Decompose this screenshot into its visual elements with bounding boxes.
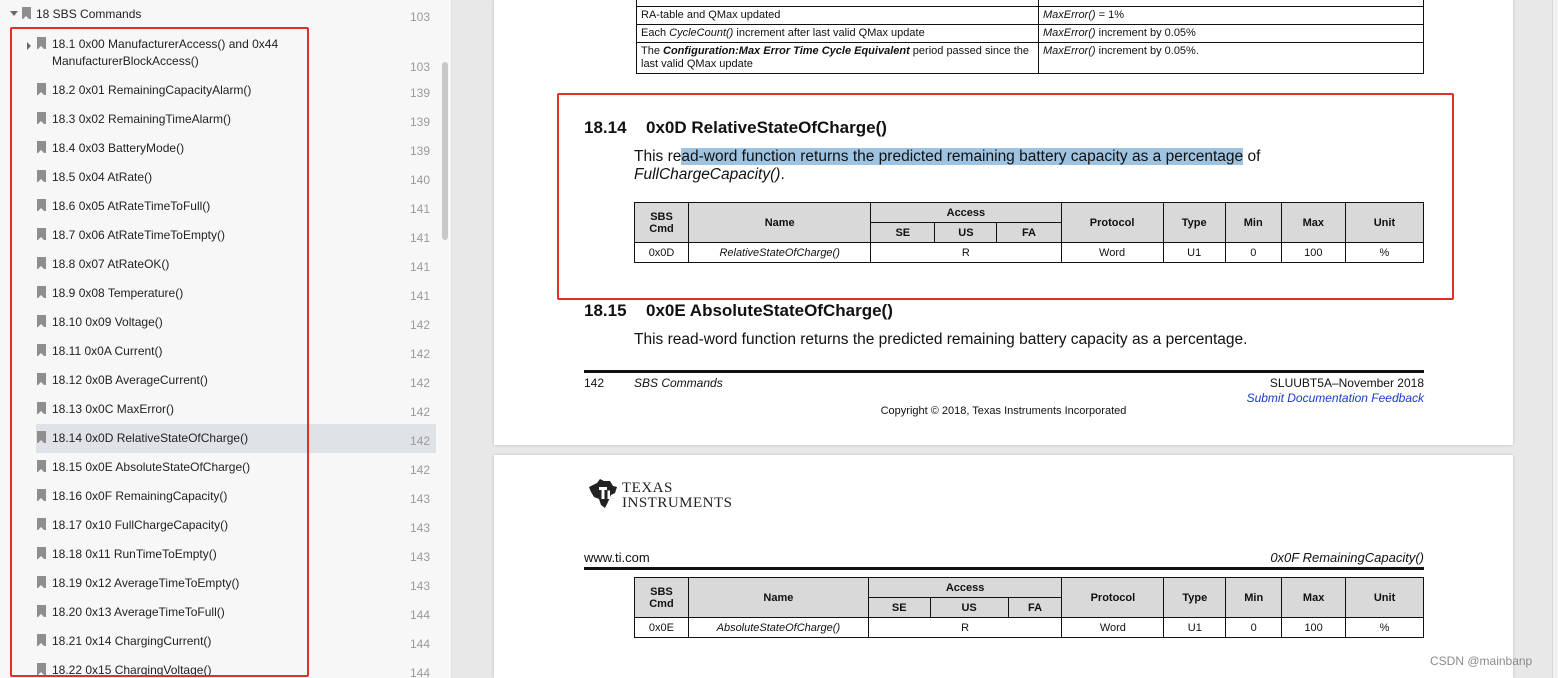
bookmark-page-number: 141 xyxy=(409,231,430,245)
table-cell: R xyxy=(868,618,1062,638)
table-row xyxy=(637,24,1424,42)
bookmark-page-number: 143 xyxy=(409,579,430,593)
bookmarks-panel xyxy=(0,0,452,678)
bookmark-label: 18.5 0x04 AtRate() xyxy=(52,170,153,184)
bookmark-page-number: 103 xyxy=(409,10,430,24)
annotation-highlight-box xyxy=(10,27,309,677)
table-cell-func: MaxError() xyxy=(1043,44,1096,57)
bookmark-page-number: 141 xyxy=(409,202,430,216)
table-cell: 0x0E xyxy=(635,618,689,638)
bookmark-label: 18.4 0x03 BatteryMode() xyxy=(52,141,185,155)
table-cell-text: = 1% xyxy=(1095,8,1124,21)
section-number: 18.14 xyxy=(584,118,627,137)
col-header: FA xyxy=(1008,598,1062,618)
bookmark-page-number: 142 xyxy=(409,347,430,361)
bookmark-label: 18 SBS Commands xyxy=(36,7,142,21)
bookmark-label: 18.9 0x08 Temperature() xyxy=(52,286,184,300)
table-cell xyxy=(1039,6,1424,24)
bookmark-page-number: 143 xyxy=(409,492,430,506)
bookmark-label: 18.13 0x0C MaxError() xyxy=(52,402,175,416)
table-cell: U1 xyxy=(1163,243,1225,263)
table-cell: % xyxy=(1345,243,1423,263)
col-header: Min xyxy=(1226,578,1282,618)
bookmark-label: 18.20 0x13 AverageTimeToFull() xyxy=(52,605,225,619)
bookmark-icon xyxy=(22,7,31,19)
table-cell-func: MaxError() xyxy=(1043,26,1096,39)
bookmark-label: 18.17 0x10 FullChargeCapacity() xyxy=(52,518,229,532)
section-title: 0x0D RelativeStateOfCharge() xyxy=(646,118,887,137)
col-header: SE xyxy=(868,598,930,618)
bookmark-label: 18.11 0x0A Current() xyxy=(52,344,163,358)
table-row xyxy=(637,6,1424,24)
bookmark-page-number: 143 xyxy=(409,550,430,564)
bookmark-label: 18.3 0x02 RemainingTimeAlarm() xyxy=(52,112,231,126)
table-cell: R xyxy=(871,243,1061,263)
col-header: Min xyxy=(1225,203,1281,243)
bookmark-page-number: 143 xyxy=(409,521,430,535)
header-rule xyxy=(584,567,1424,570)
bookmark-page-number: 142 xyxy=(409,376,430,390)
col-header: US xyxy=(935,223,997,243)
table-cell-text: increment by 0.05% xyxy=(1095,26,1196,39)
table-cell: 100 xyxy=(1282,618,1346,638)
bookmark-label: 18.16 0x0F RemainingCapacity() xyxy=(52,489,228,503)
watermark: CSDN @mainbanp xyxy=(1430,654,1533,668)
section-number: 18.15 xyxy=(584,301,627,320)
col-header: SBS Cmd xyxy=(635,203,689,243)
collapse-arrow-icon[interactable] xyxy=(10,11,18,16)
table-header-row xyxy=(635,578,1424,598)
table-cell-func: MaxError() xyxy=(1043,8,1096,21)
table-cell: 100 xyxy=(1281,243,1345,263)
bookmark-label: 18.15 0x0E AbsoluteStateOfCharge() xyxy=(52,460,251,474)
ti-logo-icon xyxy=(586,477,620,511)
document-page xyxy=(494,455,1513,678)
table-cell xyxy=(1039,24,1424,42)
bookmark-item-root[interactable] xyxy=(0,0,440,29)
bookmark-label: 18.12 0x0B AverageCurrent() xyxy=(52,373,208,387)
table-cell-text: increment by 0.05%. xyxy=(1095,44,1199,57)
footer-title: SBS Commands xyxy=(634,376,723,390)
table-row xyxy=(635,618,1424,638)
bookmark-label: 18.7 0x06 AtRateTimeToEmpty() xyxy=(52,228,225,242)
col-header: Name xyxy=(688,578,868,618)
bookmark-page-number: 142 xyxy=(409,434,430,448)
ti-wordmark-line2: INSTRUMENTS xyxy=(622,495,733,511)
table-cell xyxy=(1039,42,1424,73)
table-cell: % xyxy=(1346,618,1424,638)
table-cell-param: Configuration:Max Error Time Cycle Equivalent xyxy=(663,44,910,57)
sidebar-scrollbar[interactable] xyxy=(442,62,448,240)
bookmark-label: 18.19 0x12 AverageTimeToEmpty() xyxy=(52,576,240,590)
col-header: Access xyxy=(871,203,1061,223)
col-header: SBS Cmd xyxy=(635,578,689,618)
header-section: 0x0F RemainingCapacity() xyxy=(1270,550,1424,565)
error-table-fragment xyxy=(636,0,1424,74)
viewer-scrollbar[interactable] xyxy=(1552,0,1558,678)
ti-wordmark-line1: TEXAS xyxy=(622,480,673,496)
bookmark-page-number: 139 xyxy=(409,115,430,129)
table-cell-func: CycleCount() xyxy=(669,26,734,39)
bookmark-page-number: 140 xyxy=(409,173,430,187)
bookmark-page-number: 141 xyxy=(409,260,430,274)
col-header: Unit xyxy=(1345,203,1423,243)
table-cell-text: period passed since the last valid QMax update xyxy=(641,44,1029,70)
table-cell: Word xyxy=(1062,618,1164,638)
footer-doc-id: SLUUBT5A–November 2018 xyxy=(1269,376,1424,390)
table-cell: 0 xyxy=(1226,618,1282,638)
ti-wordmark xyxy=(622,481,733,511)
bookmark-label: 18.22 0x15 ChargingVoltage() xyxy=(52,663,212,677)
body-text: of xyxy=(1243,148,1261,165)
table-cell: AbsoluteStateOfCharge() xyxy=(688,618,868,638)
col-header: Protocol xyxy=(1061,203,1163,243)
bookmark-label: 18.2 0x01 RemainingCapacityAlarm() xyxy=(52,83,252,97)
bookmark-label: 18.21 0x14 ChargingCurrent() xyxy=(52,634,212,648)
bookmark-page-number: 142 xyxy=(409,463,430,477)
footer-copyright: Copyright © 2018, Texas Instruments Incorporated xyxy=(880,405,1127,417)
table-cell-text: The xyxy=(641,44,664,57)
body-text: . xyxy=(780,166,785,183)
table-cell: RelativeStateOfCharge() xyxy=(689,243,871,263)
col-header: Type xyxy=(1163,203,1225,243)
bookmark-label: 18.10 0x09 Voltage() xyxy=(52,315,163,329)
col-header: SE xyxy=(871,223,935,243)
bookmark-page-number: 144 xyxy=(409,666,430,678)
selected-text[interactable]: ad-word function returns the predicted remaining battery capacity as a percentage xyxy=(681,148,1244,165)
col-header: FA xyxy=(997,223,1061,243)
table-cell xyxy=(637,24,1039,42)
bookmark-page-number: 139 xyxy=(409,144,430,158)
header-site: www.ti.com xyxy=(584,550,650,565)
table-cell: RA-table and QMax updated xyxy=(637,6,1039,24)
body-func: FullChargeCapacity() xyxy=(634,166,781,183)
col-header: US xyxy=(930,598,1008,618)
table-cell: 0x0D xyxy=(635,243,689,263)
col-header: Protocol xyxy=(1062,578,1164,618)
bookmark-label: 18.6 0x05 AtRateTimeToFull() xyxy=(52,199,211,213)
table-cell xyxy=(637,42,1039,73)
feedback-link[interactable]: Submit Documentation Feedback xyxy=(1246,391,1424,405)
bookmark-label: 18.1 0x00 ManufacturerAccess() and 0x44 ManufacturerBlockAccess() xyxy=(52,37,279,68)
register-table xyxy=(634,577,1424,638)
table-cell-text: increment after last valid QMax update xyxy=(733,26,925,39)
table-cell: 0 xyxy=(1225,243,1281,263)
bookmark-page-number: 142 xyxy=(409,405,430,419)
annotation-highlight-box xyxy=(557,93,1454,300)
table-row xyxy=(637,42,1424,73)
col-header: Unit xyxy=(1346,578,1424,618)
bookmark-page-number: 144 xyxy=(409,637,430,651)
bookmark-page-number: 142 xyxy=(409,318,430,332)
col-header: Max xyxy=(1281,203,1345,243)
col-header: Max xyxy=(1282,578,1346,618)
col-header: Type xyxy=(1164,578,1226,618)
body-text: This re xyxy=(634,148,682,165)
col-header: Access xyxy=(868,578,1062,598)
section-body: This read-word function returns the predicted remaining battery capacity as a percentage. xyxy=(634,331,1248,348)
bookmark-page-number: 141 xyxy=(409,289,430,303)
footer-page-number: 142 xyxy=(584,376,605,390)
table-cell-text: Each xyxy=(641,26,670,39)
bookmark-label: 18.14 0x0D RelativeStateOfCharge() xyxy=(52,431,249,445)
bookmark-label: 18.18 0x11 RunTimeToEmpty() xyxy=(52,547,217,561)
bookmark-page-number: 144 xyxy=(409,608,430,622)
table-cell: Word xyxy=(1061,243,1163,263)
ti-logo xyxy=(586,477,746,513)
footer-rule xyxy=(584,370,1424,373)
col-header: Name xyxy=(689,203,871,243)
bookmark-label: 18.8 0x07 AtRateOK() xyxy=(52,257,170,271)
bookmark-page-number: 139 xyxy=(409,86,430,100)
bookmark-page-number: 103 xyxy=(409,60,430,74)
section-title: 0x0E AbsoluteStateOfCharge() xyxy=(646,301,893,320)
table-cell: U1 xyxy=(1164,618,1226,638)
